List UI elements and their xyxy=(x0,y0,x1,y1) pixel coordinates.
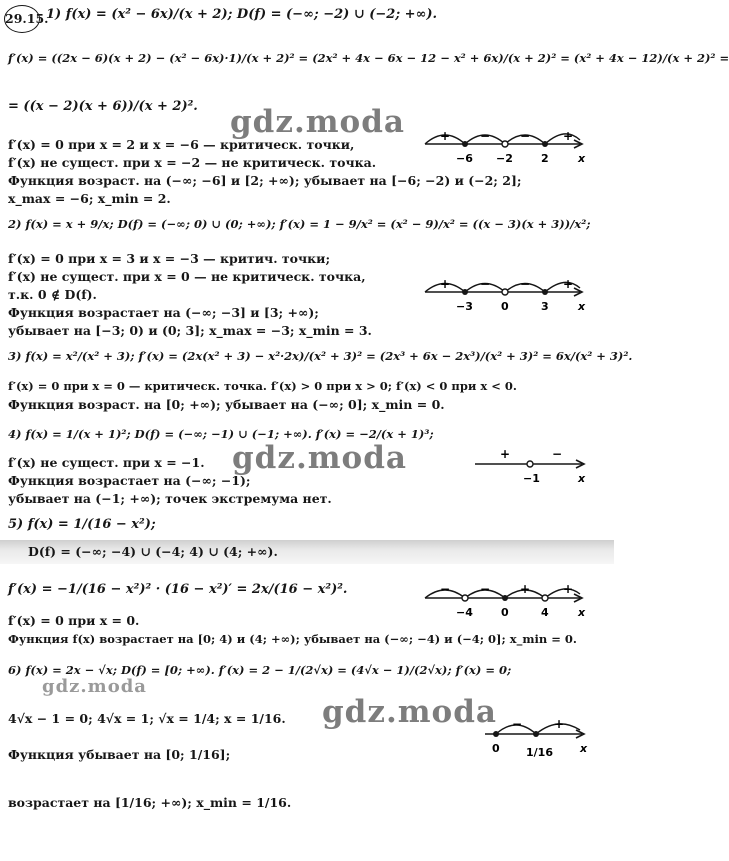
p1-line-1: f′(x) = 0 при x = 2 и x = −6 — критическ. точки, xyxy=(8,137,355,152)
p3-line-2: Функция возраст. на [0; +∞); убывает на (−∞; 0]; x_min = 0. xyxy=(8,397,445,412)
p2-sign-4: + xyxy=(563,277,574,291)
p2-point-1 xyxy=(462,289,468,295)
p2-sign-2: − xyxy=(480,277,491,291)
p2-point-3 xyxy=(542,289,548,295)
p4-point-label-1: −1 xyxy=(523,472,540,485)
p5-axis-label: x xyxy=(578,606,586,619)
p1-label: 1) xyxy=(46,7,62,22)
p4-line-2: Функция возрастает на (−∞; −1); xyxy=(8,473,251,488)
p4-func-text: f(x) = 1/(x + 1)²; D(f) = (−∞; −1) ∪ (−1; +∞). f′(x) = −2/(x + 1)³; xyxy=(25,427,434,441)
p5-sign-3: + xyxy=(520,582,531,596)
p1-sign-3: − xyxy=(520,129,531,143)
watermark-1: gdz.moda xyxy=(230,104,405,140)
p1-derivative-1: f′(x) = ((2x − 6)(x + 2) − (x² − 6x)·1)/(x + 2)² = (2x² + 4x − 6x − 12 − x² + 6x)/(x + 2)² = (x² + 4x − 12)/(x + 2)² = xyxy=(8,51,729,65)
p2-point-label-1: −3 xyxy=(456,300,473,313)
p6-point-label-1: 0 xyxy=(492,742,500,755)
p1-number-line xyxy=(420,120,590,172)
p3-function xyxy=(8,350,632,363)
p4-line-1: f′(x) не сущест. при x = −1. xyxy=(8,455,205,470)
p4-sign-2: − xyxy=(552,447,563,461)
p6-line-1: 4√x − 1 = 0; 4√x = 1; √x = 1/4; x = 1/16. xyxy=(8,711,286,726)
p1-axis-label: x xyxy=(578,152,586,165)
watermark-3: gdz.moda xyxy=(42,676,147,697)
p6-line-3: возрастает на [1/16; +∞); x_min = 1/16. xyxy=(8,795,292,810)
p4-number-line xyxy=(470,444,595,492)
p6-point-2 xyxy=(533,731,539,737)
p1-point-2 xyxy=(502,141,508,147)
p3-label: 3) xyxy=(8,349,22,363)
p2-line-5: убывает на [−3; 0) и (0; 3]; x_max = −3; x_min = 3. xyxy=(8,323,372,338)
p2-sign-1: + xyxy=(440,277,451,291)
p1-sign-2: − xyxy=(480,129,491,143)
p2-func-text: f(x) = x + 9/x; D(f) = (−∞; 0) ∪ (0; +∞); f′(x) = 1 − 9/x² = (x² − 9)/x² = ((x − 3)(x + 3))/x²; xyxy=(25,217,591,231)
p5-sign-1: − xyxy=(440,582,451,596)
p5-point-3 xyxy=(542,595,548,601)
p2-line-3: т.к. 0 ∉ D(f). xyxy=(8,287,97,302)
p5-point-2 xyxy=(502,595,508,601)
p5-sign-2: − xyxy=(480,582,491,596)
p2-number-line xyxy=(420,270,590,320)
p6-point-1 xyxy=(493,731,499,737)
p6-number-line xyxy=(480,706,595,768)
p2-sign-3: − xyxy=(520,277,531,291)
p4-point-1 xyxy=(527,461,533,467)
p4-function xyxy=(8,428,434,441)
p2-label: 2) xyxy=(8,217,22,231)
p6-label: 6) xyxy=(8,663,22,677)
p1-func-text: f(x) = (x² − 6x)/(x + 2); D(f) = (−∞; −2) ∪ (−2; +∞). xyxy=(65,7,438,22)
p2-point-label-2: 0 xyxy=(501,300,509,313)
p6-line-2: Функция убывает на [0; 1/16]; xyxy=(8,747,231,762)
p6-func-text: f(x) = 2x − √x; D(f) = [0; +∞). f′(x) = 2 − 1/(2√x) = (4√x − 1)/(2√x); f′(x) = 0; xyxy=(25,663,512,677)
p1-sign-4: + xyxy=(563,129,574,143)
p3-func-text: f(x) = x²/(x² + 3); f′(x) = (2x(x² + 3) − x²·2x)/(x² + 3)² = (2x³ + 6x − 2x³)/(x² + 3)² = 6x/(x² + 3)². xyxy=(25,349,633,363)
watermark-4: gdz.moda xyxy=(322,694,497,730)
p5-point-label-1: −4 xyxy=(456,606,473,619)
p5-line-1: f′(x) = 0 при x = 0. xyxy=(8,613,140,628)
p5-function xyxy=(8,518,156,532)
p6-sign-1: − xyxy=(512,717,523,731)
p2-function xyxy=(8,218,591,231)
p1-point-label-3: 2 xyxy=(541,152,549,165)
p5-label: 5) xyxy=(8,517,24,532)
p4-sign-1: + xyxy=(500,447,511,461)
p5-domain: D(f) = (−∞; −4) ∪ (−4; 4) ∪ (4; +∞). xyxy=(28,544,278,559)
watermark-2: gdz.moda xyxy=(232,440,407,476)
p5-func-text: f(x) = 1/(16 − x²); xyxy=(27,517,156,532)
p1-line-3: Функция возраст. на (−∞; −6] и [2; +∞); убывает на [−6; −2) и (−2; 2]; xyxy=(8,173,522,188)
p5-sign-4: + xyxy=(563,582,574,596)
p5-point-1 xyxy=(462,595,468,601)
p5-derivative: f′(x) = −1/(16 − x²)² · (16 − x²)′ = 2x/(16 − x²)². xyxy=(8,582,348,597)
p3-line-1: f′(x) = 0 при x = 0 — критическ. точка. f′(x) > 0 при x > 0; f′(x) < 0 при x < 0. xyxy=(8,379,517,393)
p1-point-label-2: −2 xyxy=(496,152,513,165)
p2-axis-label: x xyxy=(578,300,586,313)
p2-point-2 xyxy=(502,289,508,295)
problem-number-badge: 29.15. xyxy=(4,5,40,33)
p5-point-label-2: 0 xyxy=(501,606,509,619)
p5-line-2: Функция f(x) возрастает на [0; 4) и (4; +∞); убывает на (−∞; −4) и (−4; 0]; x_min = 0. xyxy=(8,632,577,646)
p4-line-3: убывает на (−1; +∞); точек экстремума нет. xyxy=(8,491,332,506)
p2-line-4: Функция возрастает на (−∞; −3] и [3; +∞); xyxy=(8,305,319,320)
p1-derivative-2: = ((x − 2)(x + 6))/(x + 2)². xyxy=(8,99,198,114)
p5-point-label-3: 4 xyxy=(541,606,549,619)
p1-function xyxy=(46,8,437,22)
p6-function xyxy=(8,664,511,677)
p1-point-label-1: −6 xyxy=(456,152,473,165)
p4-label: 4) xyxy=(8,427,22,441)
p2-line-1: f′(x) = 0 при x = 3 и x = −3 — критич. точки; xyxy=(8,251,331,266)
p1-line-4: x_max = −6; x_min = 2. xyxy=(8,191,171,206)
p1-point-1 xyxy=(462,141,468,147)
p1-line-2: f′(x) не сущест. при x = −2 — не критическ. точка. xyxy=(8,155,377,170)
p5-number-line xyxy=(420,578,590,626)
p2-line-2: f′(x) не сущест. при x = 0 — не критическ. точка, xyxy=(8,269,366,284)
p6-point-label-2: 1/16 xyxy=(526,746,553,759)
p1-sign-1: + xyxy=(440,129,451,143)
p2-point-label-3: 3 xyxy=(541,300,549,313)
p6-axis-label: x xyxy=(580,742,588,755)
p1-point-3 xyxy=(542,141,548,147)
p6-sign-2: + xyxy=(554,717,565,731)
p4-axis-label: x xyxy=(578,472,586,485)
